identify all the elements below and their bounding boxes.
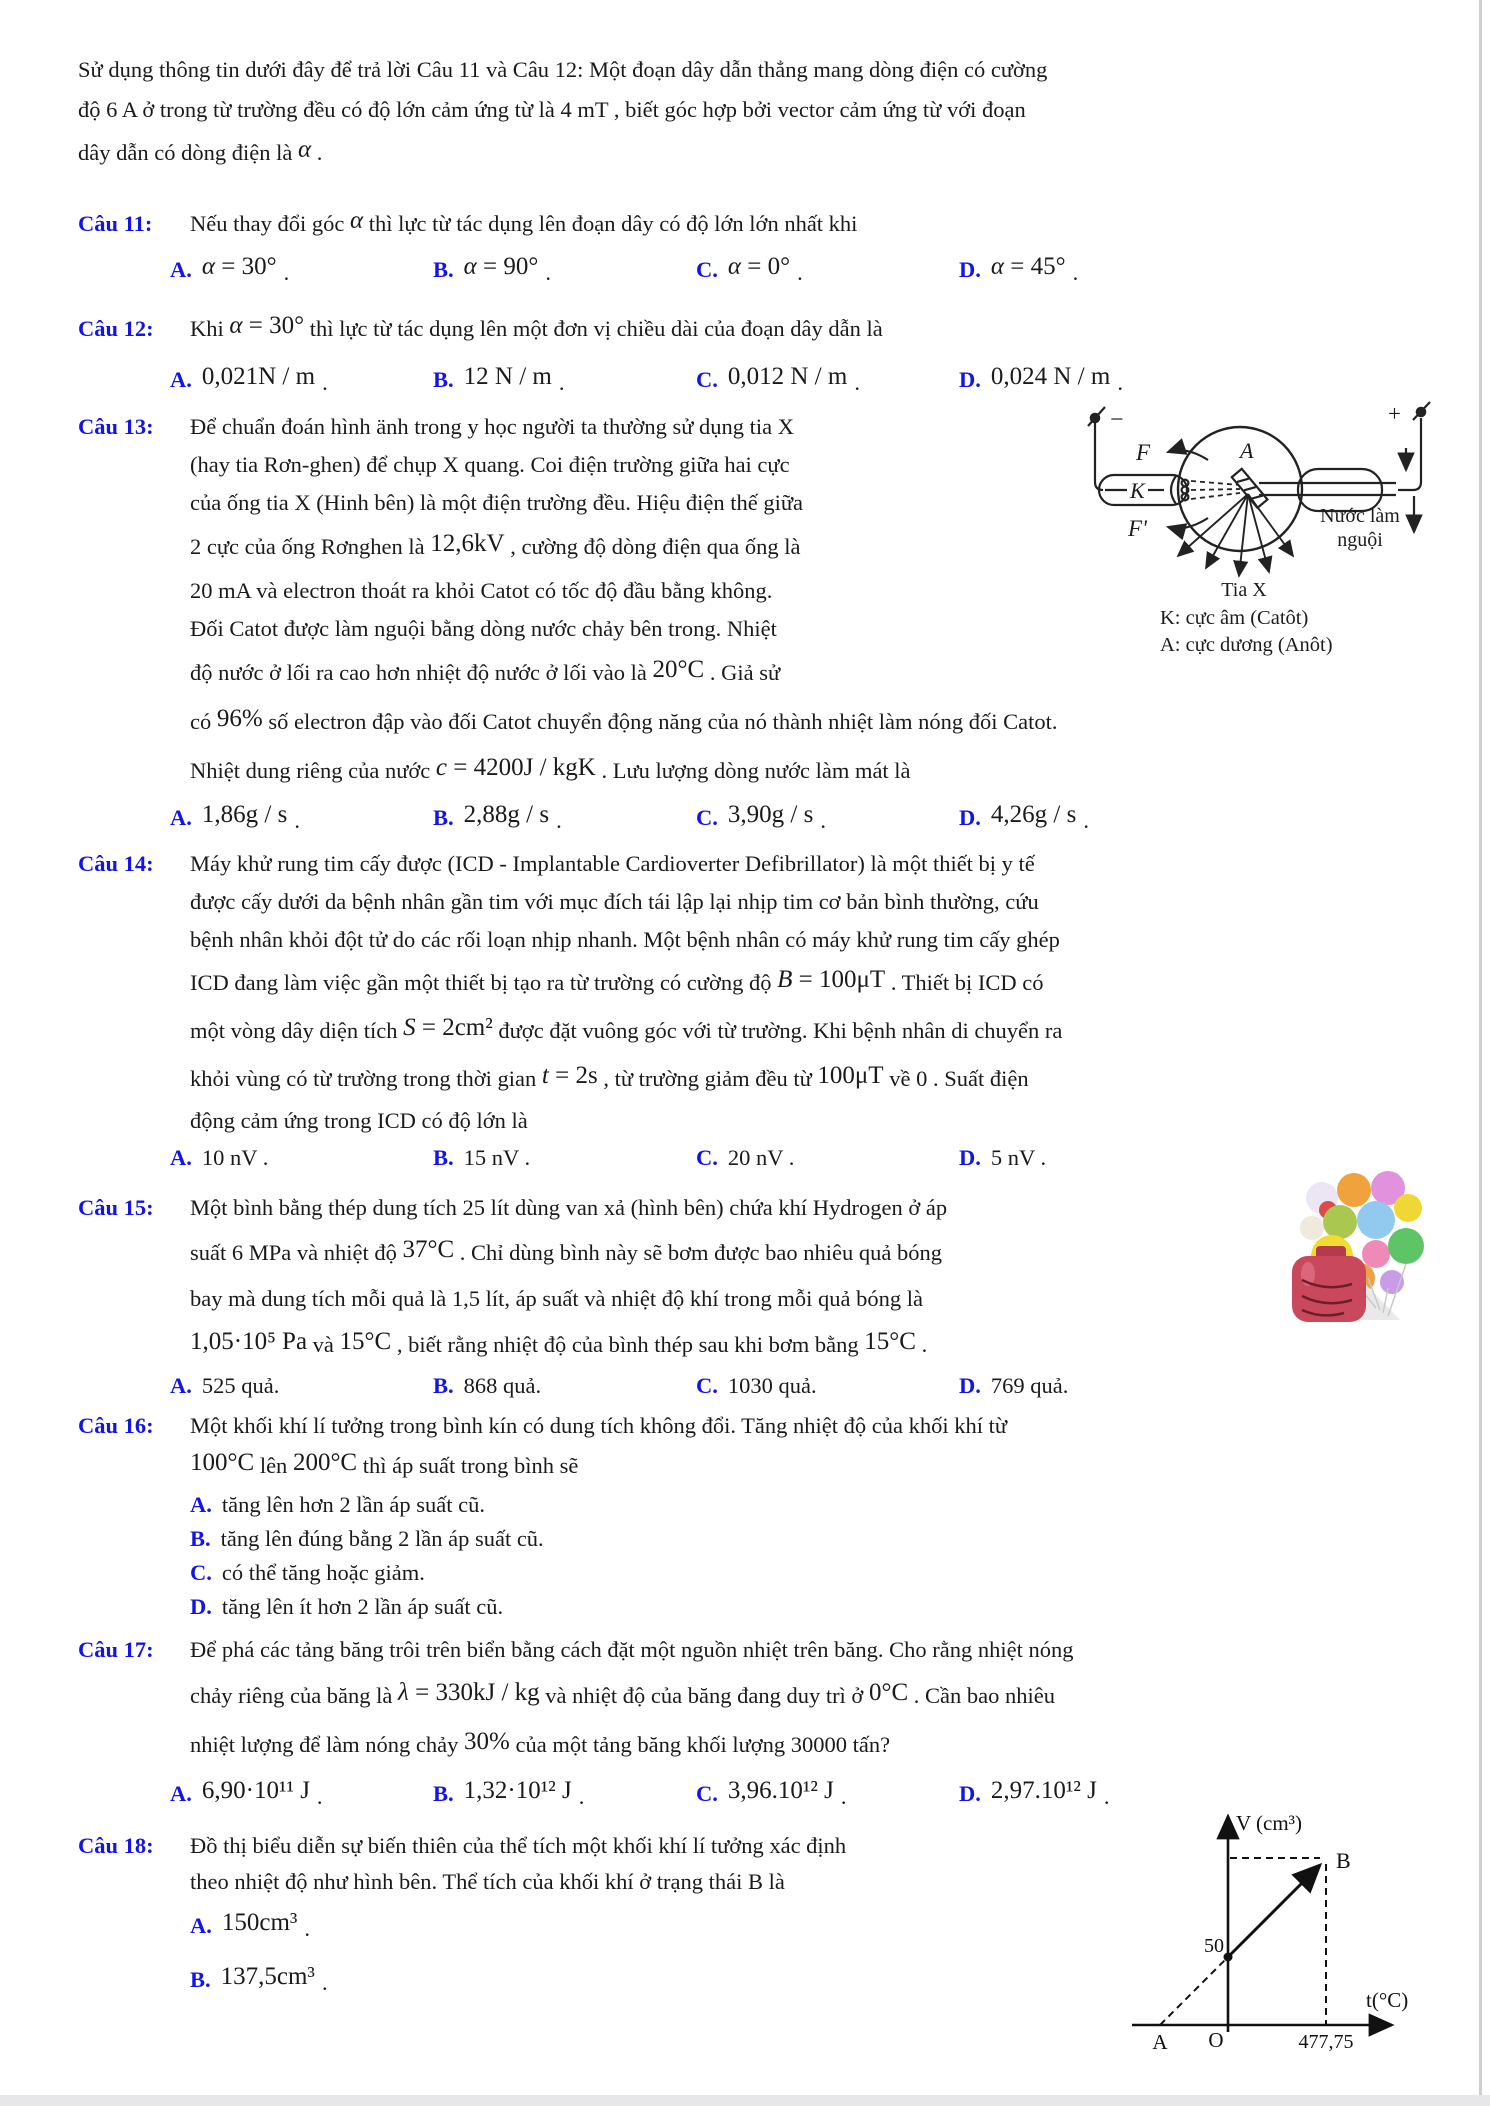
option-formula: 0,012 N / m: [727, 363, 848, 390]
option-a: [78, 1488, 1007, 1522]
formula: 96%: [216, 705, 263, 732]
force-fprime-label: F': [1128, 516, 1147, 541]
option-letter: A.: [190, 1492, 212, 1517]
option-letter: D.: [959, 1781, 981, 1806]
stem-text: và: [307, 1332, 340, 1357]
stem-text: thì lực từ tác dụng lên đoạn dây có độ lớn lớn nhất khi: [363, 211, 858, 236]
option-formula: α: [990, 253, 1004, 280]
formula: t: [541, 1062, 549, 1089]
stem-text: của một tảng băng khối lượng 30000 tấn?: [509, 1732, 891, 1757]
option-formula: 6,90·10¹¹ J: [201, 1777, 310, 1804]
stem-text: số electron đập vào đối Catot chuyển động năng của nó thành nhiệt làm nóng đối Catot.: [262, 709, 1058, 734]
stem-text: chảy riêng của băng là: [190, 1683, 399, 1708]
intro-paragraph: [78, 50, 1047, 176]
option-period: .: [558, 370, 565, 395]
option-formula: 3,90g / s: [727, 801, 814, 828]
stem-text: nhiệt lượng để làm nóng chảy: [190, 1732, 465, 1757]
option-c: [78, 1556, 1007, 1590]
question-label: Câu 12:: [78, 316, 154, 341]
option-letter: D.: [190, 1594, 212, 1619]
stem-text: và nhiệt độ của băng đang duy trì ở: [539, 1683, 869, 1708]
formula: 1,05·10⁵ Pa: [190, 1328, 308, 1355]
stem-text: Một khối khí lí tưởng trong bình kín có dung tích không đổi. Tăng nhiệt độ của khối khí từ: [190, 1413, 1008, 1438]
option-letter: B.: [433, 1781, 454, 1806]
option-b: [433, 1768, 696, 1820]
option-text: 20 nV .: [727, 1145, 795, 1170]
option-period: .: [283, 260, 290, 285]
stem-text: . Cần bao nhiêu: [908, 1683, 1055, 1708]
option-formula: = 45°: [1004, 253, 1066, 280]
option-text: 5 nV .: [990, 1145, 1047, 1170]
option-period: .: [322, 370, 328, 395]
alpha-formula: α: [349, 207, 364, 234]
option-formula: 0,024 N / m: [990, 363, 1111, 390]
origin-label: O: [1208, 2028, 1224, 2052]
point-a-label: A: [1152, 2030, 1168, 2054]
question-label: Câu 13:: [78, 414, 154, 439]
option-letter: C.: [696, 1373, 718, 1398]
option-c: [696, 1768, 959, 1820]
option-formula: 2,88g / s: [463, 801, 550, 828]
option-letter: B.: [433, 257, 454, 282]
formula: 100μT: [817, 1062, 884, 1089]
option-formula: 4,26g / s: [990, 801, 1077, 828]
stem-text: , biết rằng nhiệt độ của bình thép sau khi bơm bằng: [391, 1332, 865, 1357]
text-line: [78, 921, 1222, 959]
option-a: [170, 354, 433, 406]
formula: 30%: [464, 1728, 510, 1755]
option-period: .: [840, 1784, 847, 1809]
question-label: Câu 14:: [78, 851, 154, 876]
intro-text: Sử dụng thông tin dưới đây để trả lời Câu 11 và Câu 12: Một đoạn dây dẫn thẳng mang dòng điện có cường: [78, 57, 1048, 82]
question-11: [78, 202, 1222, 294]
option-formula: = 30°: [215, 253, 277, 280]
formula: 100°C: [190, 1449, 255, 1476]
v50-tick-label: 50: [1204, 1935, 1224, 1957]
option-d: [959, 1368, 1222, 1404]
formula: = 2s: [548, 1062, 598, 1089]
text-line: [78, 130, 1047, 176]
option-letter: A.: [170, 1781, 192, 1806]
option-period: .: [1117, 370, 1123, 395]
text-line: [78, 90, 1047, 130]
volume-temperature-graph: [1120, 1800, 1420, 2055]
stem-text: .: [915, 1332, 928, 1357]
stem-text: Đồ thị biểu diễn sự biến thiên của thể tích một khối khí lí tưởng xác định: [190, 1833, 847, 1858]
option-formula: 150cm³: [221, 1909, 298, 1936]
text-line: [78, 446, 1222, 484]
stem-text: Để phá các tảng băng trôi trên biển bằng cách đặt một nguồn nhiệt trên băng. Cho rằng nhiệt nóng: [190, 1637, 1074, 1662]
option-a: [170, 1368, 433, 1404]
text-line: [78, 610, 1222, 648]
v-axis-label: V (cm³): [1236, 1811, 1302, 1835]
question-12: [78, 304, 1222, 406]
formula: 0°C: [868, 1679, 909, 1706]
cooling-water-label: Nước làm: [1320, 505, 1400, 527]
question-stem: [78, 202, 1222, 246]
stem-text: 20 mA và electron thoát ra khỏi Catot có tốc độ đầu bằng không.: [190, 578, 773, 603]
question-16: [78, 1408, 1007, 1624]
formula: 15°C: [864, 1328, 916, 1355]
formula: = 30°: [242, 312, 305, 339]
option-formula: α: [727, 253, 741, 280]
option-letter: C.: [696, 1781, 718, 1806]
option-formula: α: [463, 253, 477, 280]
question-14: [78, 845, 1222, 1177]
process-line-ab: [1228, 1865, 1320, 1957]
option-formula: = 0°: [741, 253, 791, 280]
option-period: .: [294, 808, 300, 833]
question-label: Câu 15:: [78, 1195, 154, 1220]
option-letter: B.: [433, 1145, 454, 1170]
formula: = 2cm²: [415, 1014, 493, 1041]
stem-text: (hay tia Rơn-ghen) để chụp X quang. Coi điện trường giữa hai cực: [190, 452, 790, 477]
page-right-edge: [1479, 0, 1482, 2106]
text-line: [78, 522, 1222, 572]
option-text: có thể tăng hoặc giảm.: [221, 1560, 425, 1585]
option-period: .: [820, 808, 826, 833]
option-formula: 2,97.10¹² J: [990, 1777, 1097, 1804]
option-text: 1030 quả.: [727, 1373, 817, 1398]
option-formula: 1,86g / s: [201, 801, 288, 828]
stem-text: bay mà dung tích mỗi quả là 1,5 lít, áp suất và nhiệt độ khí trong mỗi quả bóng là: [190, 1286, 923, 1311]
electron-beam-dashes: [1191, 481, 1240, 499]
text-line: [78, 1444, 1007, 1488]
cooling-water-label: nguội: [1337, 529, 1383, 551]
stem-text: ICD đang làm việc gần một thiết bị tạo ra từ trường có cường độ: [190, 970, 778, 995]
stem-text: được cấy dưới da bệnh nhân gần tim với mục đích tái lập lại nhịp tim cơ bản bình thường, cứu: [190, 889, 1039, 914]
option-d: [959, 1139, 1222, 1177]
options-row: [78, 354, 1222, 406]
option-formula: 0,021N / m: [201, 363, 316, 390]
stem-text: Để chuẩn đoán hình änh trong y học người ta thường sử dụng tia X: [190, 414, 795, 439]
text-line: [78, 1103, 1222, 1139]
alpha-formula: α: [297, 136, 312, 163]
formula: 200°C: [292, 1449, 358, 1476]
text-line: [78, 1322, 1222, 1368]
xray-tube-figure: [1072, 396, 1468, 658]
question-18: [78, 1828, 846, 2008]
stem-text: động cảm ứng trong ICD có độ lớn là: [190, 1108, 528, 1133]
stem-text: thì lực từ tác dụng lên một đơn vị chiều dài của đoạn dây dẫn là: [304, 316, 883, 341]
option-letter: D.: [959, 367, 981, 392]
option-letter: A.: [170, 1373, 192, 1398]
stem-text: khỏi vùng có từ trường trong thời gian: [190, 1066, 542, 1091]
option-letter: C.: [190, 1560, 212, 1585]
option-b: [78, 1952, 846, 2008]
formula: 37°C: [402, 1236, 455, 1263]
option-letter: A.: [170, 805, 192, 830]
stem-text: . Chỉ dùng bình này sẽ bơm được bao nhiêu quả bóng: [454, 1240, 942, 1265]
stem-text: của ống tia X (Hinh bên) là một điện trường đều. Hiệu điện thế giữa: [190, 490, 804, 515]
question-13: [78, 408, 1222, 840]
question-label: Câu 17:: [78, 1637, 154, 1662]
formula: 12,6kV: [430, 530, 505, 557]
stem-text: Đối Catot được làm nguội bằng dòng nước chảy bên trong. Nhiệt: [190, 616, 777, 641]
option-letter: D.: [959, 1373, 981, 1398]
cathode-k-label: K: [1130, 478, 1145, 503]
question-label: Câu 18:: [78, 1833, 154, 1858]
formula: λ: [398, 1679, 409, 1706]
text-line: [78, 1276, 1222, 1322]
options-row: [78, 796, 1222, 840]
stem-text: theo nhiệt độ như hình bên. Thể tích của khối khí ở trạng thái B là: [190, 1869, 785, 1894]
option-formula: α: [201, 253, 215, 280]
option-letter: B.: [433, 367, 454, 392]
option-b: [78, 1522, 1007, 1556]
option-period: .: [1083, 808, 1089, 833]
option-letter: A.: [170, 1145, 192, 1170]
text-line: [78, 1670, 1222, 1722]
option-letter: C.: [696, 257, 718, 282]
stem-text: lên: [254, 1453, 293, 1478]
question-label: Câu 16:: [78, 1413, 154, 1438]
option-formula: 1,32·10¹² J: [463, 1777, 572, 1804]
stem-text: thì áp suất trong bình sẽ: [357, 1453, 579, 1478]
extrapolation-dashed-line: [1160, 1957, 1228, 2025]
xray-beams: [1178, 494, 1293, 576]
formula: c: [435, 754, 448, 781]
question-stem: [78, 408, 1222, 446]
stem-text: về 0 . Suất điện: [883, 1066, 1029, 1091]
question-stem: [78, 1408, 1007, 1444]
stem-text: suất 6 MPa và nhiệt độ: [190, 1240, 403, 1265]
stem-text: Khi: [190, 316, 230, 341]
option-b: [433, 1368, 696, 1404]
option-letter: C.: [696, 1145, 718, 1170]
formula: = 4200J / kgK: [447, 754, 596, 781]
option-letter: B.: [190, 1526, 211, 1551]
option-letter: C.: [696, 805, 718, 830]
option-c: [696, 1139, 959, 1177]
option-letter: B.: [433, 805, 454, 830]
option-letter: B.: [433, 1373, 454, 1398]
page-bottom-edge: [0, 2095, 1490, 2106]
option-letter: D.: [959, 257, 981, 282]
question-stem: [78, 1828, 846, 1864]
option-d: [78, 1590, 1007, 1624]
option-text: 525 quả.: [201, 1373, 280, 1398]
minus-terminal-label: −: [1110, 407, 1124, 433]
question-stem: [78, 845, 1222, 883]
stem-text: . Thiết bị ICD có: [885, 970, 1044, 995]
options-row: [78, 246, 1222, 294]
text-line: [78, 1864, 846, 1900]
text-line: [78, 1055, 1222, 1103]
stem-text: có: [190, 709, 217, 734]
option-period: .: [854, 370, 860, 395]
text-line: [78, 746, 1222, 796]
text-line: [78, 1722, 1222, 1768]
formula: B: [777, 966, 793, 993]
option-text: 868 quả.: [463, 1373, 542, 1398]
option-formula: = 90°: [476, 253, 539, 280]
option-period: .: [1103, 1784, 1110, 1809]
stem-text: Máy khử rung tim cấy được (ICD - Implantable Cardioverter Defibrillator) là một thiết bị y tế: [190, 851, 1035, 876]
options-row: [78, 1368, 1222, 1404]
option-b: [433, 354, 696, 406]
stem-text: Một bình bằng thép dung tích 25 lít dùng van xả (hình bên) chứa khí Hydrogen ở áp: [190, 1195, 948, 1220]
text-line: [78, 1230, 1222, 1276]
t-axis-label: t(°C): [1366, 1988, 1409, 2012]
option-text: 769 quả.: [990, 1373, 1069, 1398]
question-stem: [78, 1630, 1222, 1670]
option-letter: A.: [170, 367, 192, 392]
point-50-marker: [1224, 1953, 1233, 1962]
option-b: [433, 246, 696, 294]
option-a: [170, 246, 433, 294]
option-period: .: [556, 808, 562, 833]
option-period: .: [1072, 260, 1079, 285]
stem-text: . Giả sử: [704, 660, 781, 685]
option-a: [170, 1768, 433, 1820]
option-a: [78, 1900, 846, 1952]
option-a: [170, 1139, 433, 1177]
intro-text: .: [311, 140, 323, 165]
option-text: 10 nV .: [201, 1145, 269, 1170]
option-c: [696, 1368, 959, 1404]
stem-text: , cường độ dòng điện qua ống là: [504, 534, 801, 559]
formula: = 330kJ / kg: [408, 1679, 540, 1706]
option-formula: 137,5cm³: [220, 1963, 315, 1990]
option-text: tăng lên đúng bằng 2 lần áp suất cũ.: [220, 1526, 544, 1551]
option-c: [696, 354, 959, 406]
text-line: [78, 50, 1047, 90]
stem-text: Nếu thay đổi góc: [190, 211, 350, 236]
stem-text: độ nước ở lối ra cao hơn nhiệt độ nước ở lối vào là: [190, 660, 653, 685]
option-letter: D.: [959, 1145, 981, 1170]
anode-caption: A: cực dương (Anôt): [1160, 634, 1333, 656]
formula: = 100μT: [792, 966, 886, 993]
text-line: [78, 959, 1222, 1007]
option-period: .: [797, 260, 803, 285]
option-text: tăng lên ít hơn 2 lần áp suất cũ.: [221, 1594, 504, 1619]
question-label: Câu 11:: [78, 211, 153, 236]
text-line: [78, 484, 1222, 522]
text-line: [78, 648, 1222, 698]
text-line: [78, 698, 1222, 746]
option-b: [433, 1139, 696, 1177]
option-d: [959, 796, 1222, 840]
option-letter: D.: [959, 805, 981, 830]
option-c: [696, 246, 959, 294]
formula: 20°C: [652, 656, 705, 683]
option-formula: 3,96.10¹² J: [727, 1777, 834, 1804]
options-row: [78, 1768, 1222, 1820]
option-period: .: [545, 260, 551, 285]
intro-text: dây dẫn có dòng điện là: [78, 140, 298, 165]
text-line: [78, 572, 1222, 610]
text-line: [78, 883, 1222, 921]
option-letter: C.: [696, 367, 718, 392]
option-letter: B.: [190, 1967, 211, 1992]
question-15: [78, 1186, 1222, 1404]
balloons-helium-tank-image: [1288, 1168, 1428, 1326]
question-stem: [78, 304, 1222, 354]
option-text: tăng lên hơn 2 lần áp suất cũ.: [221, 1492, 485, 1517]
option-letter: A.: [190, 1913, 212, 1938]
option-letter: A.: [170, 257, 192, 282]
option-period: .: [321, 1970, 328, 1995]
option-d: [959, 246, 1222, 294]
alpha-formula: α: [229, 312, 243, 339]
anode-a-label: A: [1240, 438, 1254, 463]
option-b: [433, 796, 696, 840]
formula: 15°C: [339, 1328, 392, 1355]
stem-text: 2 cực của ống Rơnghen là: [190, 534, 431, 559]
text-line: [78, 1007, 1222, 1055]
option-period: .: [316, 1784, 323, 1809]
option-formula: 12 N / m: [463, 363, 552, 390]
t477-tick-label: 477,75: [1298, 2031, 1354, 2053]
question-stem: [78, 1186, 1222, 1230]
option-a: [170, 796, 433, 840]
option-period: .: [578, 1784, 585, 1809]
question-17: [78, 1630, 1222, 1820]
stem-text: . Lưu lượng dòng nước làm mát là: [595, 758, 911, 783]
stem-text: được đặt vuông góc với từ trường. Khi bệnh nhân di chuyển ra: [492, 1018, 1063, 1043]
force-f-label: F: [1136, 440, 1151, 465]
helium-tank: [1292, 1246, 1366, 1322]
stem-text: một vòng dây diện tích: [190, 1018, 404, 1043]
cathode-caption: K: cực âm (Catôt): [1160, 607, 1309, 629]
option-text: 15 nV .: [463, 1145, 531, 1170]
stem-text: Nhiệt dung riêng của nước: [190, 758, 436, 783]
plus-terminal-label: +: [1388, 401, 1401, 426]
stem-text: , từ trường giảm đều từ: [597, 1066, 818, 1091]
option-period: .: [304, 1916, 311, 1941]
intro-text: độ 6 A ở trong từ trường đều có độ lớn cảm ứng từ là 4 mT , biết góc hợp bởi vector cảm ứng từ với đoạn: [78, 97, 1026, 122]
xray-beam-label: Tia X: [1221, 579, 1267, 601]
option-c: [696, 796, 959, 840]
options-row: [78, 1139, 1222, 1177]
stem-text: bệnh nhân khỏi đột tử do các rối loạn nhịp nhanh. Một bệnh nhân có máy khử rung tim cấy ghép: [190, 927, 1060, 952]
point-b-label: B: [1336, 1848, 1351, 1873]
formula: S: [403, 1014, 416, 1041]
